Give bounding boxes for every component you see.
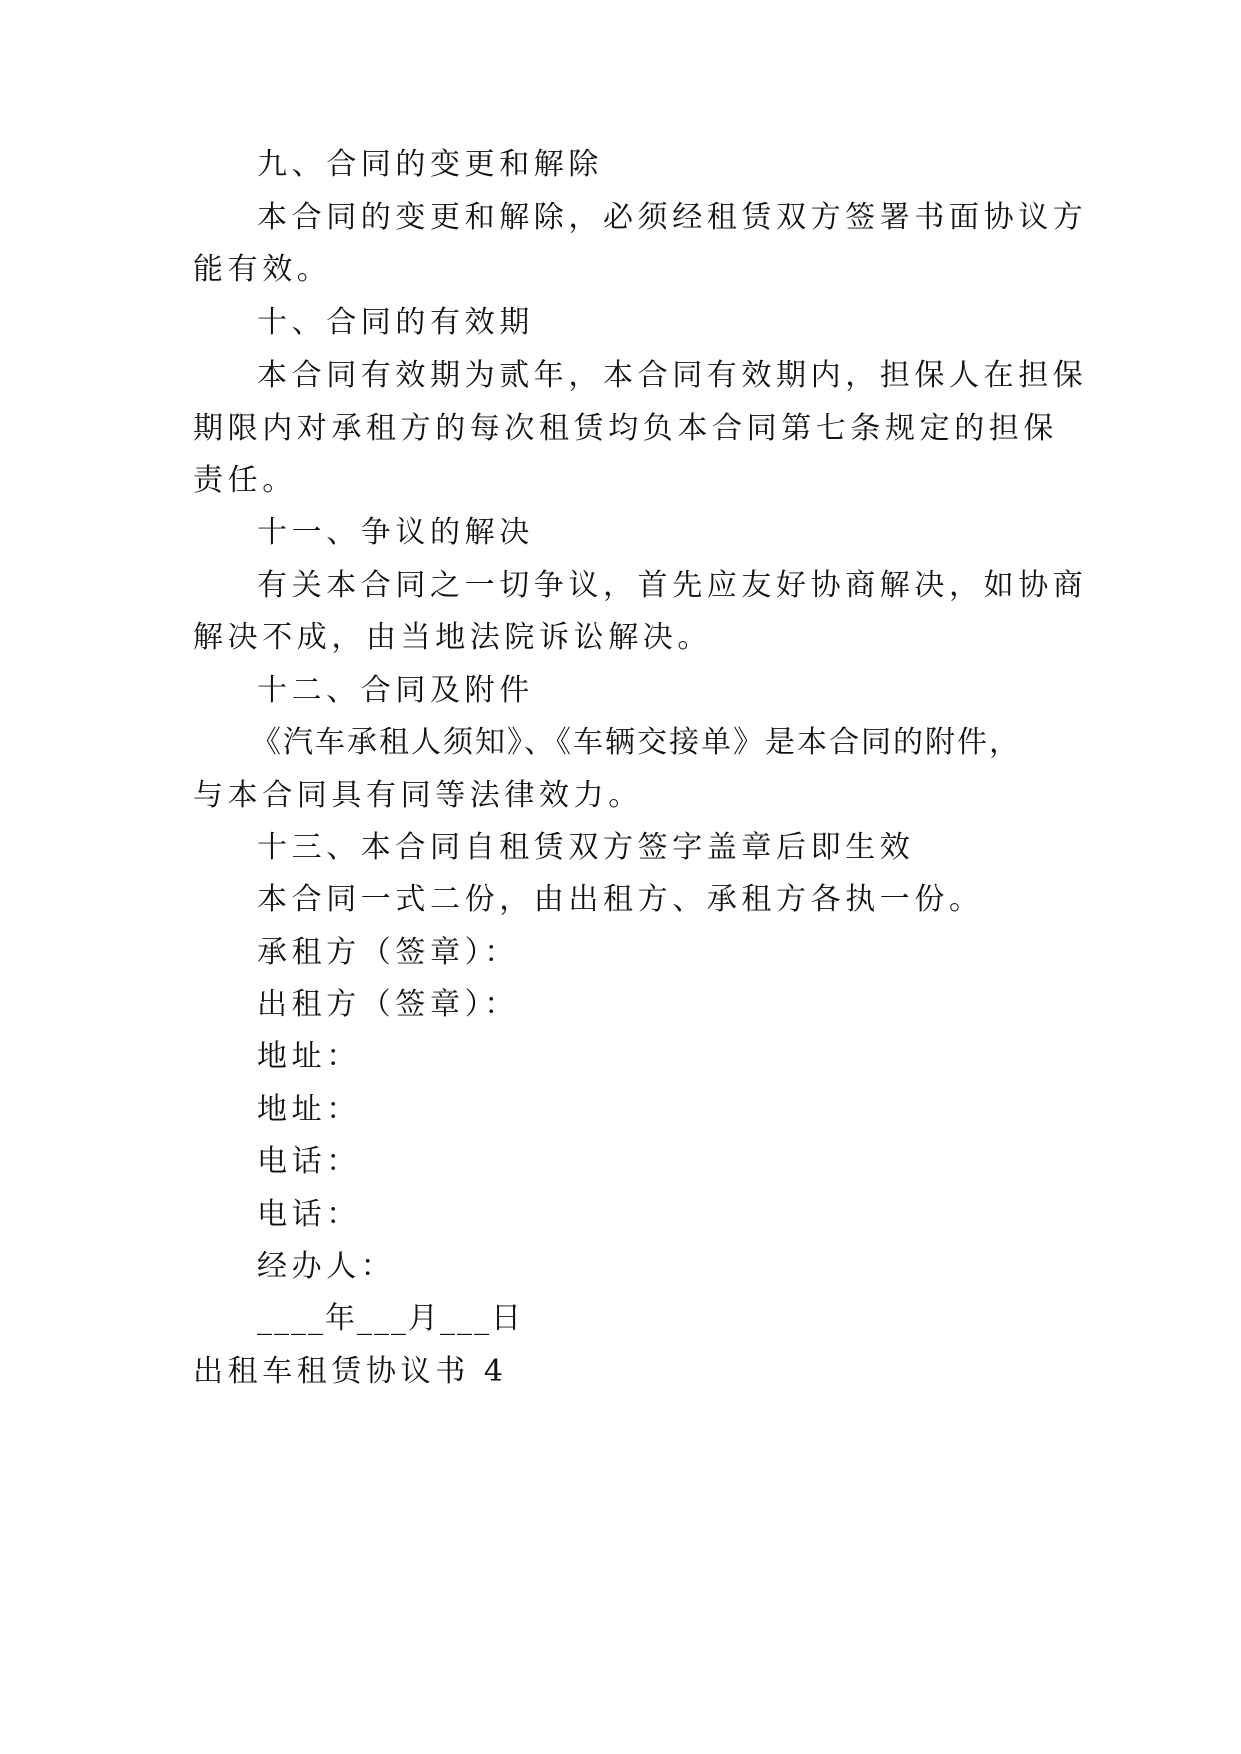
next-document-title: 出租车租赁协议书 4	[193, 1354, 508, 1389]
section-9-body-line-2: 能有效。	[193, 252, 332, 287]
address-label-1: 地址：	[257, 1039, 361, 1074]
section-11-heading: 十一、争议的解决	[257, 515, 534, 550]
section-10-heading: 十、合同的有效期	[257, 305, 534, 340]
section-10-body-line-2: 期限内对承租方的每次租赁均负本合同第七条规定的担保	[193, 411, 1058, 446]
date-line: ____年___月___日	[257, 1301, 523, 1336]
section-12-body-line-1: 《汽车承租人须知》、《车辆交接单》是本合同的附件，	[251, 725, 1021, 760]
section-10-body-line-3: 责任。	[193, 463, 297, 498]
lessor-signature-label: 出租方（签章）：	[257, 987, 519, 1022]
section-9-heading: 九、合同的变更和解除	[257, 147, 603, 182]
lessee-signature-label: 承租方（签章）：	[257, 935, 519, 970]
section-9-body-line-1: 本合同的变更和解除，必须经租赁双方签署书面协议方	[257, 200, 1088, 235]
section-13-body: 本合同一式二份，由出租方、承租方各执一份。	[257, 882, 984, 917]
section-10-body-line-1: 本合同有效期为贰年，本合同有效期内，担保人在担保	[257, 358, 1088, 393]
section-11-body-line-2: 解决不成，由当地法院诉讼解决。	[193, 620, 712, 655]
section-11-body-line-1: 有关本合同之一切争议，首先应友好协商解决，如协商	[257, 568, 1088, 603]
handler-label: 经办人：	[257, 1249, 396, 1284]
section-12-heading: 十二、合同及附件	[257, 673, 534, 708]
address-label-2: 地址：	[257, 1092, 361, 1127]
phone-label-2: 电话：	[257, 1197, 361, 1232]
phone-label-1: 电话：	[257, 1144, 361, 1179]
section-12-body-line-2: 与本合同具有同等法律效力。	[193, 778, 643, 813]
section-13-heading: 十三、本合同自租赁双方签字盖章后即生效	[257, 830, 915, 865]
